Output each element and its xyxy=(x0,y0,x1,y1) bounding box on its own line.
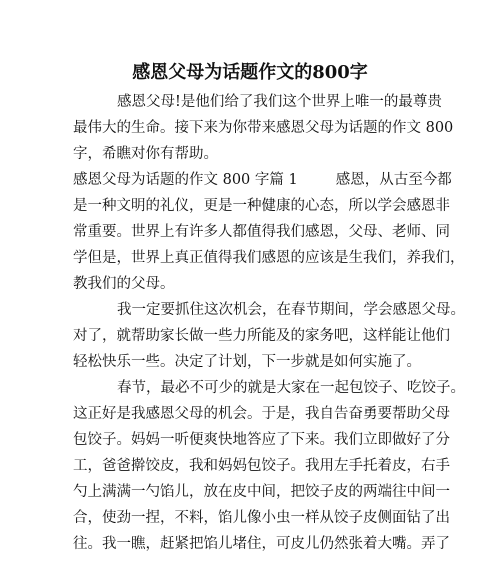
paragraph-line: 常重要。世界上有许多人都值得我们感恩，父母、老师、同 xyxy=(73,224,450,240)
paragraph-line: 最伟大的生命。接下来为你带来感恩父母为话题的作文 800 xyxy=(73,120,454,136)
paragraph-line: 字，希瞧对你有帮助。 xyxy=(73,146,218,162)
section-heading: 感恩父母为话题的作文 800 字篇 1 xyxy=(73,172,298,188)
paragraph-line: 往。我一瞧，赶紧把馅儿堵住，可皮儿仍然张着大嘴。弄了 xyxy=(73,536,450,552)
document-title: 感恩父母为话题作文的800字 xyxy=(132,62,368,83)
paragraph-line: 轻松快乐一些。决定了计划，下一步就是如何实施了。 xyxy=(73,354,421,370)
paragraph-line: 学但是，世界上真正值得我们感恩的应该是生我们，养我们， xyxy=(73,250,465,266)
paragraph-line: 包饺子。妈妈一听便爽快地答应了下来。我们立即做好了分 xyxy=(73,432,450,448)
paragraph-start: 感恩，从古至今都 xyxy=(335,172,452,188)
paragraph-line: 这正好是我感恩父母的机会。于是，我自告奋勇要帮助父母 xyxy=(73,406,450,422)
paragraph-line: 工，爸爸擀饺皮，我和妈妈包饺子。我用左手托着皮，右手 xyxy=(73,458,450,474)
section-heading-line xyxy=(73,170,452,190)
paragraph-line: 合，使劲一捏，不料，馅儿像小虫一样从饺子皮侧面钻了出 xyxy=(73,510,450,526)
paragraph-line: 对了，就帮助家长做一些力所能及的家务吧，这样能让他们 xyxy=(73,328,450,344)
paragraph-line: 感恩父母!是他们给了我们这个世界上唯一的最尊贵 xyxy=(117,94,442,110)
paragraph-line: 是一种文明的礼仪，更是一种健康的心态，所以学会感恩非 xyxy=(73,198,450,214)
paragraph-line: 我一定要抓住这次机会，在春节期间，学会感恩父母。 xyxy=(117,302,465,318)
paragraph-line: 教我们的父母。 xyxy=(73,276,175,292)
paragraph-line: 勺上满满一勺馅儿，放在皮中间，把饺子皮的两端往中间一 xyxy=(73,484,450,500)
paragraph-line: 春节，最必不可少的就是大家在一起包饺子、吃饺子。 xyxy=(117,380,465,396)
